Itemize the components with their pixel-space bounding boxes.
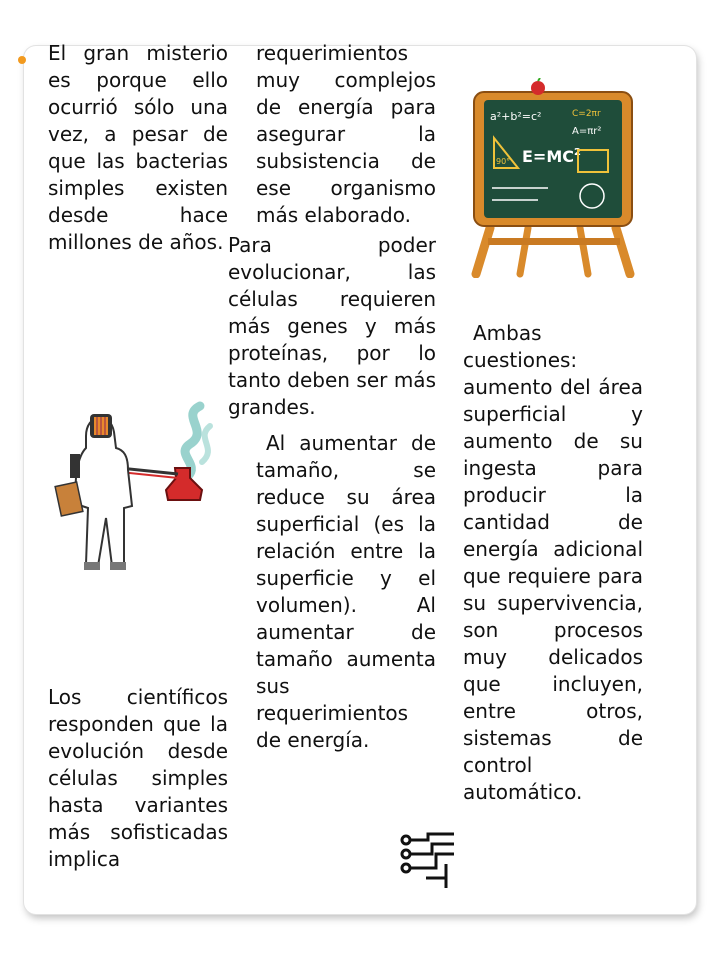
column3-text [463,320,643,880]
paragraph: Ambas cuestiones: aumento del área superficial y aumento de su ingesta para producir la cantidad de energía adicional que requiere para su supervivencia, son procesos muy delicados que incluyen, entre otros, sistemas de control automático. [463,321,643,804]
column1-top-text [48,40,228,340]
blackboard-illustration [468,78,638,278]
formula-text: A=πr² [572,126,602,137]
column2-text [228,40,436,870]
paragraph: requerimientos muy complejos de energía para asegurar la subsistencia de ese organismo más elaborado. [256,41,436,227]
paragraph: Al aumentar de tamaño, se reduce su área superficial (es la relación entre la superficie y el volumen). Al aumentar de tamaño aumenta sus requerimientos de energía. [256,431,436,752]
paragraph: El gran misterio es porque ello ocurrió sólo una vez, a pesar de que las bacterias simples existen desde hace millones de años. [48,41,228,254]
paragraph: Los científicos responden que la evolución desde células simples hasta variantes más sofisticadas implica [48,685,228,871]
circuit-icon [396,828,458,888]
paragraph: Para poder evolucionar, las células requieren más genes y más proteínas, por lo tanto deben ser más grandes. [228,233,436,419]
scientist-illustration [50,396,222,582]
formula-main: E=MC [522,147,574,166]
formula-text: C=2πr [572,109,601,119]
bullet-marker [18,56,26,64]
formula-text: 90° [496,157,511,166]
formula-exponent: 2 [574,147,581,158]
formula-text: a²+b²=c² [490,110,542,123]
svg-text:E=MC2 [522,147,581,166]
column1-bottom-text [48,684,228,904]
